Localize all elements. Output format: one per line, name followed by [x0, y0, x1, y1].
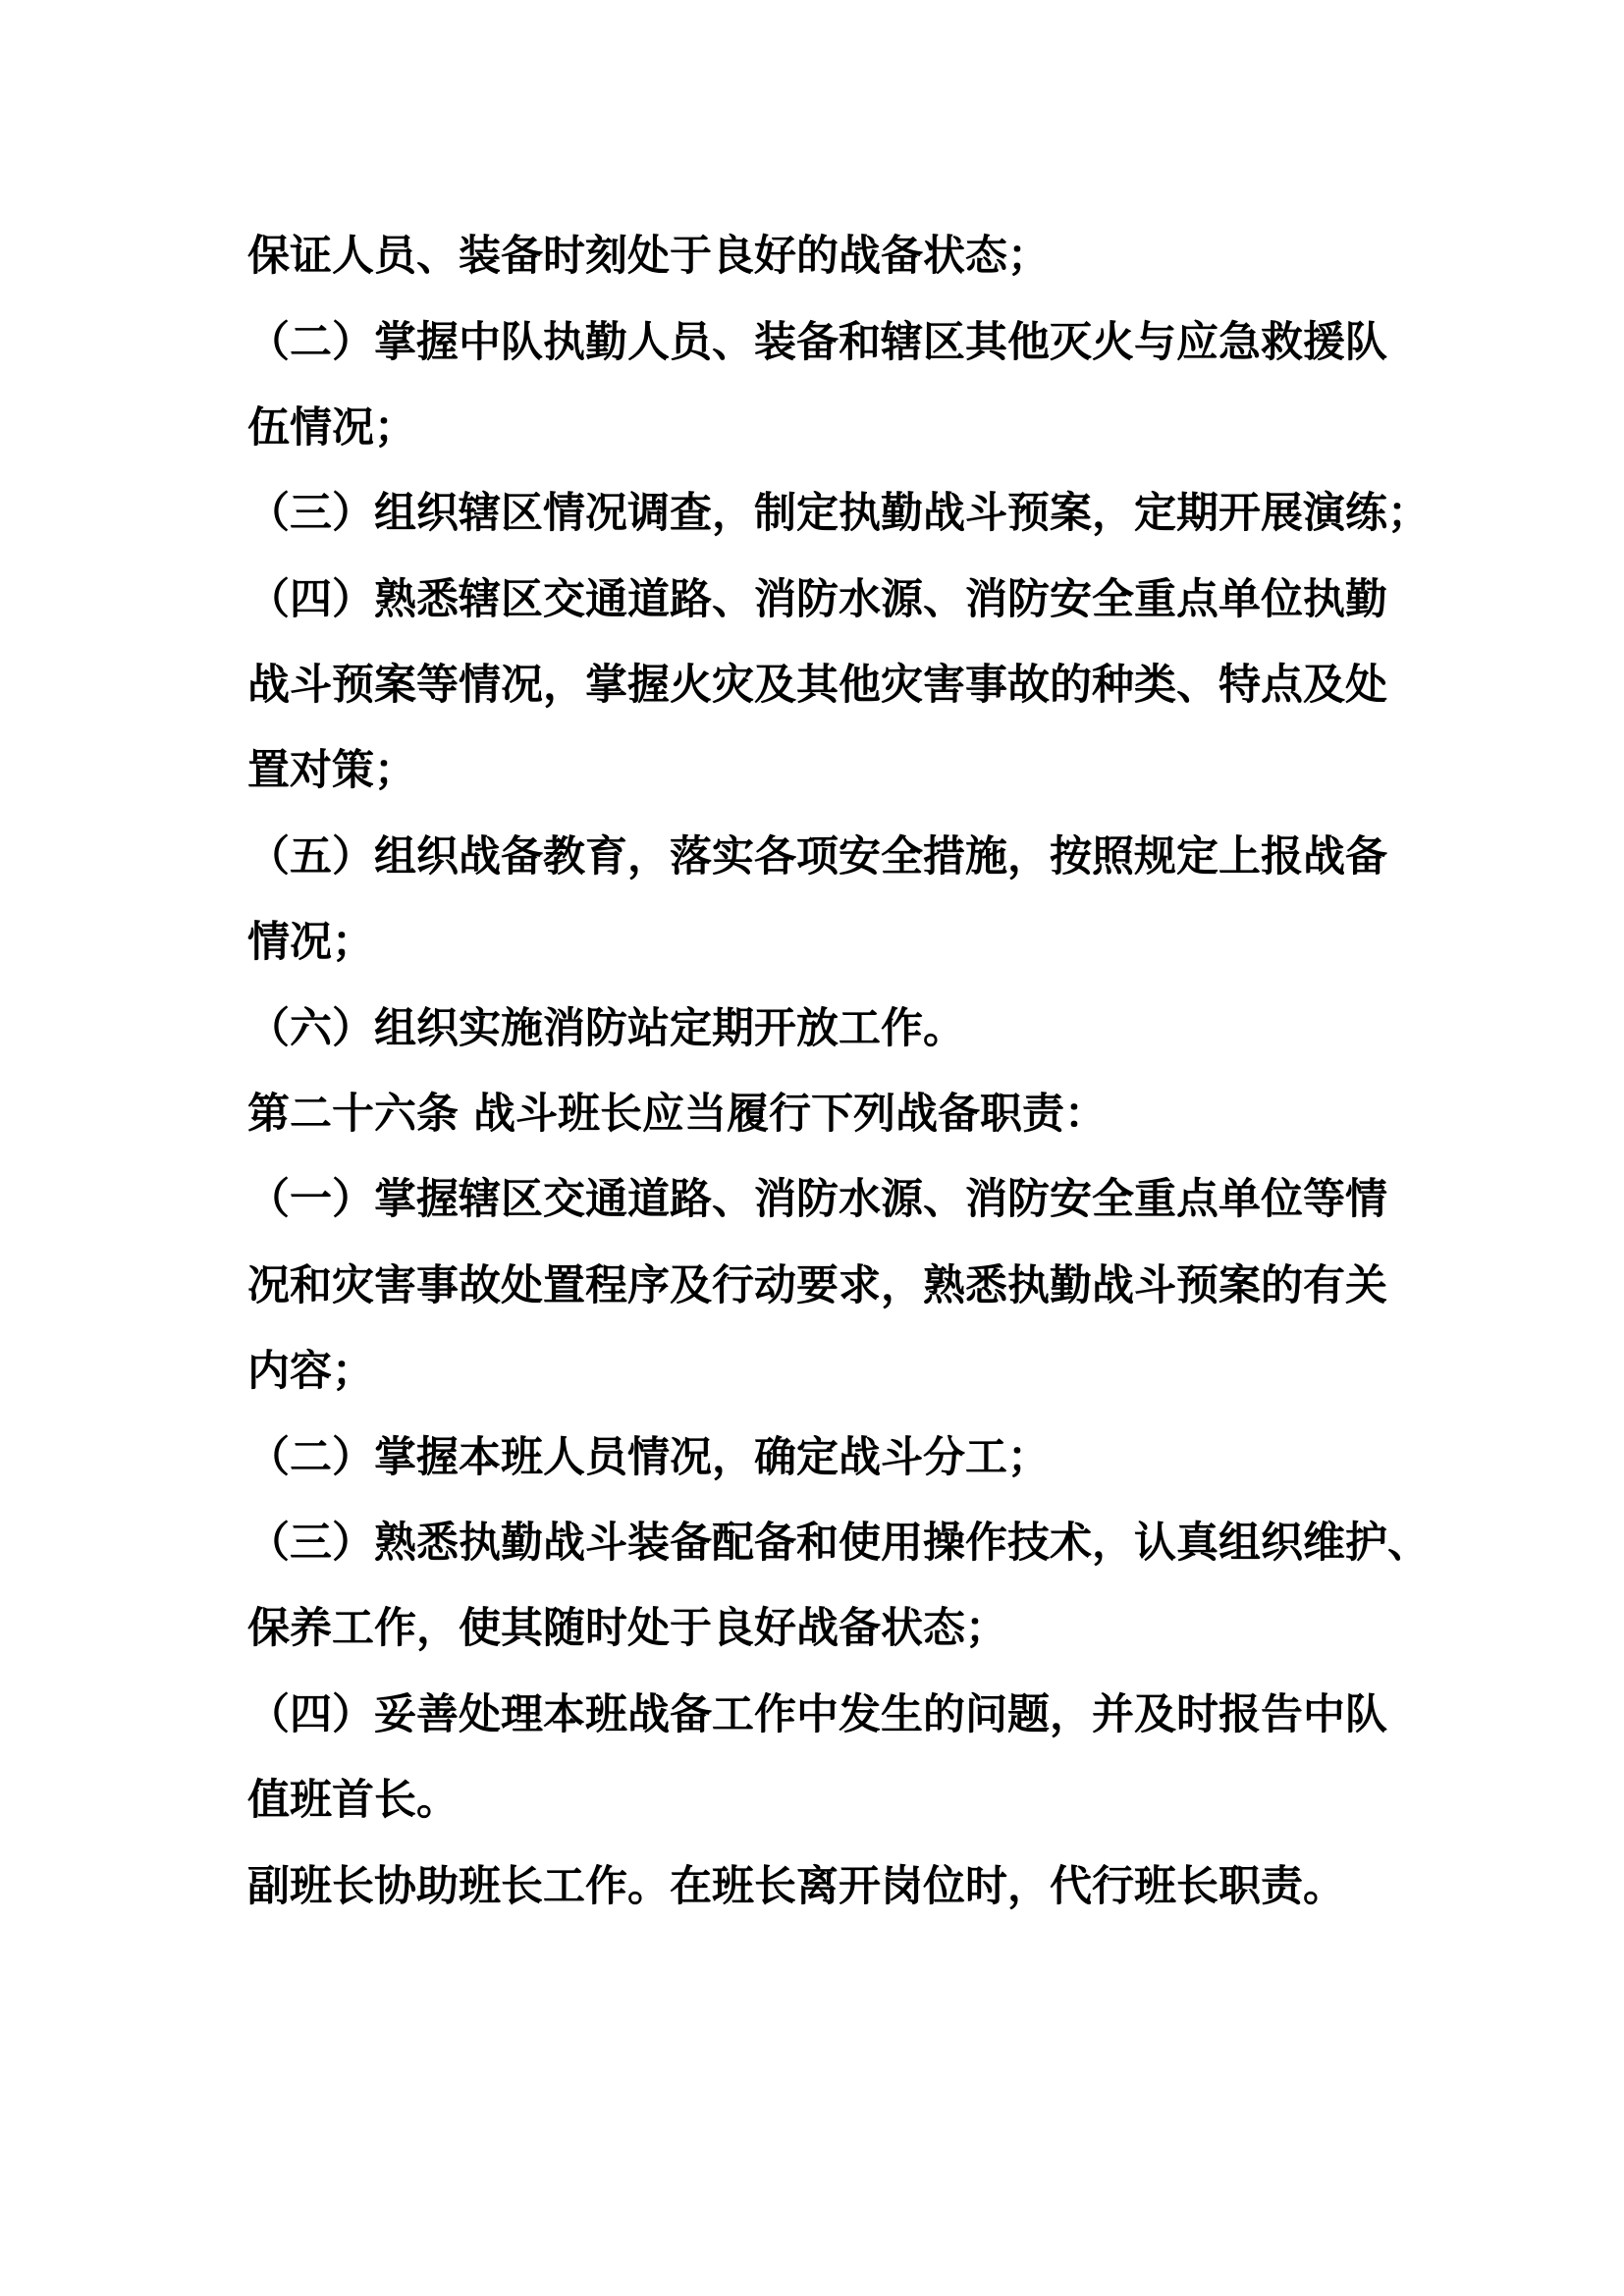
text-line: 保养工作，使其随时处于良好战备状态； — [247, 1604, 1007, 1653]
text-line: 战斗预案等情况，掌握火灾及其他灾害事故的种类、特点及处 — [247, 661, 1387, 710]
text-line: 保证人员、装备时刻处于良好的战备状态； — [247, 232, 1050, 281]
text-line: 况和灾害事故处置程序及行动要求，熟悉执勤战斗预案的有关 — [247, 1261, 1387, 1310]
text-line: 伍情况； — [247, 403, 416, 453]
text-line: （三）熟悉执勤战斗装备配备和使用操作技术，认真组织维护、 — [247, 1519, 1430, 1568]
text-line: （三）组织辖区情况调查，制定执勤战斗预案，定期开展演练； — [247, 489, 1430, 538]
text-line: 情况； — [247, 918, 374, 967]
text-line: 置对策； — [247, 746, 416, 795]
text-line: 副班长协助班长工作。在班长离开岗位时，代行班长职责。 — [247, 1862, 1345, 1911]
text-line: （六）组织实施消防站定期开放工作。 — [247, 1004, 965, 1053]
text-line: 值班首长。 — [247, 1776, 459, 1825]
text-line: （二）掌握本班人员情况，确定战斗分工； — [247, 1433, 1050, 1482]
text-line: （四）妥善处理本班战备工作中发生的问题，并及时报告中队 — [247, 1690, 1387, 1739]
text-line: 内容； — [247, 1347, 374, 1396]
text-line: （五）组织战备教育，落实各项安全措施，按照规定上报战备 — [247, 832, 1387, 881]
text-line: （四）熟悉辖区交通道路、消防水源、消防安全重点单位执勤 — [247, 575, 1387, 624]
article-heading: 第二十六条 战斗班长应当履行下列战备职责： — [247, 1090, 1107, 1139]
text-line: （一）掌握辖区交通道路、消防水源、消防安全重点单位等情 — [247, 1175, 1387, 1224]
text-line: （二）掌握中队执勤人员、装备和辖区其他灭火与应急救援队 — [247, 318, 1387, 367]
